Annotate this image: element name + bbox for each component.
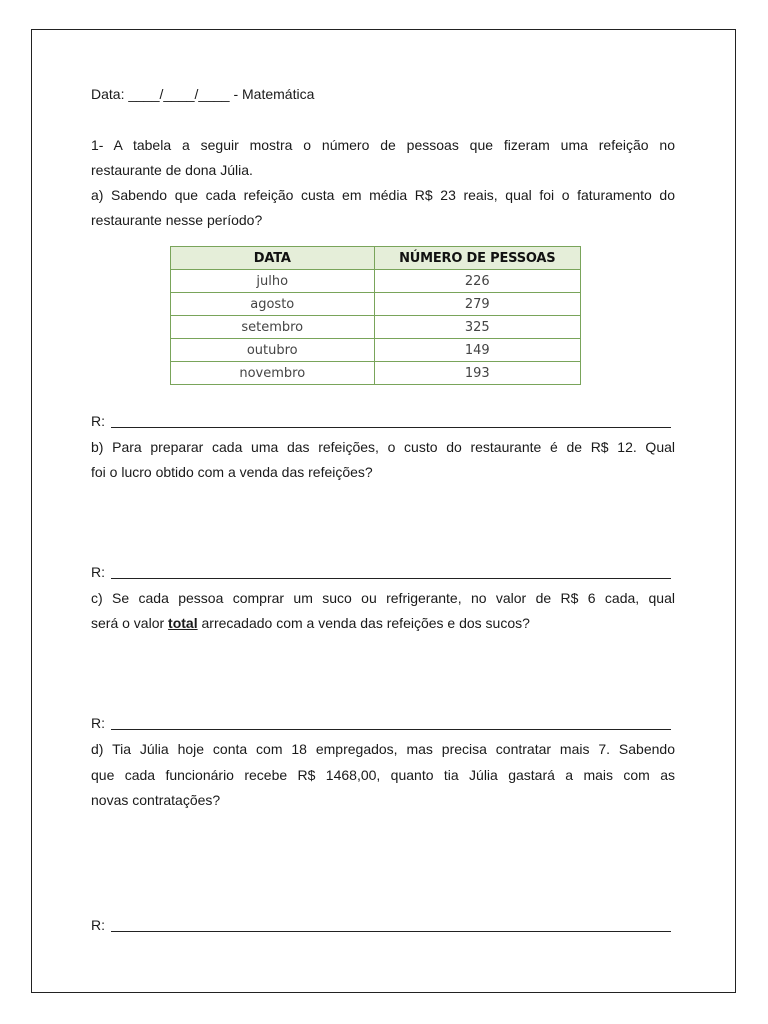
question-b-line2: foi o lucro obtido com a venda das refeições? (91, 464, 373, 480)
answer-line-c[interactable] (91, 714, 671, 732)
table-row (171, 339, 581, 362)
question-c-line1: c) Se cada pessoa comprar um suco ou refrigerante, no valor de R$ 6 cada, qual (91, 590, 675, 606)
date-header: Data: ____/____/____ - Matemática (91, 86, 315, 102)
table-row (171, 316, 581, 339)
question-1-intro-line1: 1- A tabela a seguir mostra o número de pessoas que fizeram uma refeição no (91, 137, 675, 153)
table-row (171, 362, 581, 385)
answer-line-b[interactable] (91, 563, 671, 581)
table-cell-month: outubro (171, 339, 375, 362)
question-d-line1: d) Tia Júlia hoje conta com 18 empregados, mas precisa contratar mais 7. Sabendo (91, 741, 675, 757)
answer-blank[interactable] (111, 427, 671, 428)
question-c-line2 (91, 614, 675, 632)
table-cell-month: novembro (171, 362, 375, 385)
question-a-line2: restaurante nesse período? (91, 212, 263, 228)
table-cell-count: 193 (374, 362, 581, 385)
question-1-intro-line2: restaurante de dona Júlia. (91, 162, 253, 178)
answer-label: R: (91, 917, 105, 933)
table-cell-count: 149 (374, 339, 581, 362)
table-row (171, 270, 581, 293)
table-cell-month: julho (171, 270, 375, 293)
answer-line-d[interactable] (91, 916, 671, 934)
table-cell-count: 226 (374, 270, 581, 293)
question-d-line3: novas contratações? (91, 792, 221, 808)
question-b-line1: b) Para preparar cada uma das refeições, o custo do restaurante é de R$ 12. Qual (91, 439, 675, 455)
question-d-line2: que cada funcionário recebe R$ 1468,00, quanto tia Júlia gastará a mais com as (91, 767, 675, 783)
emphasis-total: total (168, 615, 198, 631)
answer-line-a[interactable] (91, 412, 671, 430)
people-table (170, 246, 581, 385)
table-header-people: NÚMERO DE PESSOAS (374, 247, 581, 270)
question-c-text-post: arrecadado com a venda das refeições e dos sucos? (197, 615, 530, 631)
answer-label: R: (91, 715, 105, 731)
table-header-date: DATA (171, 247, 375, 270)
answer-label: R: (91, 413, 105, 429)
table-cell-month: agosto (171, 293, 375, 316)
question-c-text-pre: será o valor (91, 615, 169, 631)
table-cell-count: 279 (374, 293, 581, 316)
answer-blank[interactable] (111, 578, 671, 579)
question-a-line1: a) Sabendo que cada refeição custa em média R$ 23 reais, qual foi o faturamento do (91, 187, 675, 203)
table-cell-month: setembro (171, 316, 375, 339)
answer-blank[interactable] (111, 729, 671, 730)
answer-blank[interactable] (111, 931, 671, 932)
answer-label: R: (91, 564, 105, 580)
table-row (171, 293, 581, 316)
table-header-row (171, 247, 581, 270)
table-cell-count: 325 (374, 316, 581, 339)
